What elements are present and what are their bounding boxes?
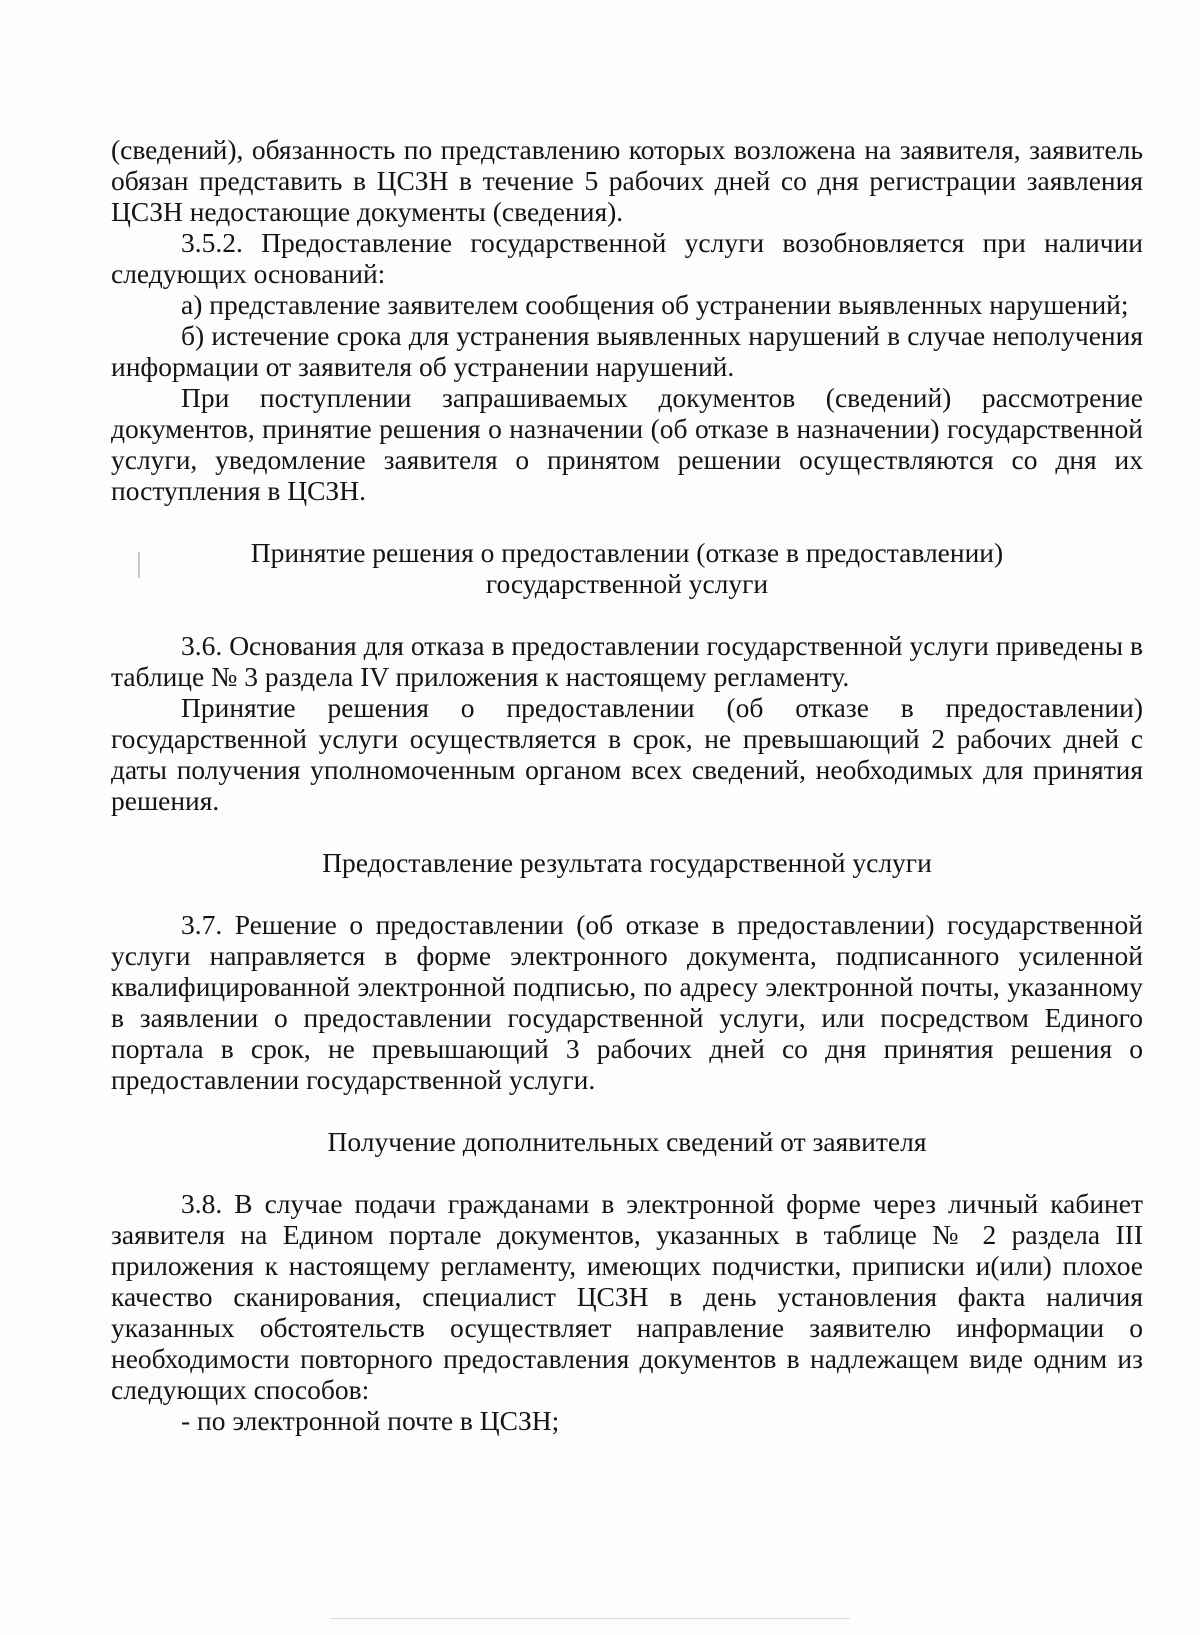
- paragraph-documents-receipt: При поступлении запрашиваемых документов (сведений) рассмотрение документов, принятие решения о назначении (об отказе в назначении) государственной услуги, уведомление заявителя о принятом решении осуществляются со дня их поступления в ЦСЗН.: [111, 382, 1143, 506]
- list-item-b: б) истечение срока для устранения выявленных нарушений в случае неполучения информации от заявителя об устранении нарушений.: [111, 320, 1143, 382]
- paragraph-decision-term: Принятие решения о предоставлении (об отказе в предоставлении) государственной услуги осуществляется в срок, не превышающий 2 рабочих дней с даты получения уполномоченным органом всех сведений, необходимых для принятия решения.: [111, 692, 1143, 816]
- section-heading-result: Предоставление результата государственной услуги: [322, 847, 932, 878]
- document-body: [111, 134, 1143, 1436]
- heading-line-2: государственной услуги: [485, 568, 769, 599]
- scan-artifact-dots: [138, 552, 140, 578]
- paragraph-3-7: 3.7. Решение о предоставлении (об отказе в предоставлении) государственной услуги направляется в форме электронного документа, подписанного усиленной квалифицированной электронной подписью, по адресу электронной почты, указанному в заявлении о предоставлении государственной услуги, или посредством Единого портала в срок, не превышающий 3 рабочих дней со дня принятия решения о предоставлении государственной услуги.: [111, 909, 1143, 1095]
- scan-artifact-line: [330, 1618, 850, 1619]
- paragraph-3-6: 3.6. Основания для отказа в предоставлении государственной услуги приведены в таблице № 3 раздела IV приложения к настоящему регламенту.: [111, 630, 1143, 692]
- paragraph-3-8: 3.8. В случае подачи гражданами в электронной форме через личный кабинет заявителя на Едином портале документов, указанных в таблице № 2 раздела III приложения к настоящему регламенту, имеющих подчистки, приписки и(или) плохое качество сканирования, специалист ЦСЗН в день установления факта наличия указанных обстоятельств осуществляет направление заявителю информации о необходимости повторного предоставления документов в надлежащем виде одним из следующих способов:: [111, 1188, 1143, 1405]
- paragraph-continuation: (сведений), обязанность по представлению которых возложена на заявителя, заявитель обязан представить в ЦСЗН в течение 5 рабочих дней со дня регистрации заявления ЦСЗН недостающие документы (сведения).: [111, 134, 1143, 227]
- paragraph-3-5-2: 3.5.2. Предоставление государственной услуги возобновляется при наличии следующих оснований:: [111, 227, 1143, 289]
- section-heading-decision: [111, 537, 1143, 599]
- heading-line-1: Принятие решения о предоставлении (отказе в предоставлении): [250, 537, 1004, 568]
- list-item-email: - по электронной почте в ЦСЗН;: [181, 1405, 560, 1436]
- list-item-a: а) представление заявителем сообщения об устранении выявленных нарушений;: [181, 289, 1129, 320]
- section-heading-additional-info: Получение дополнительных сведений от заявителя: [327, 1126, 927, 1157]
